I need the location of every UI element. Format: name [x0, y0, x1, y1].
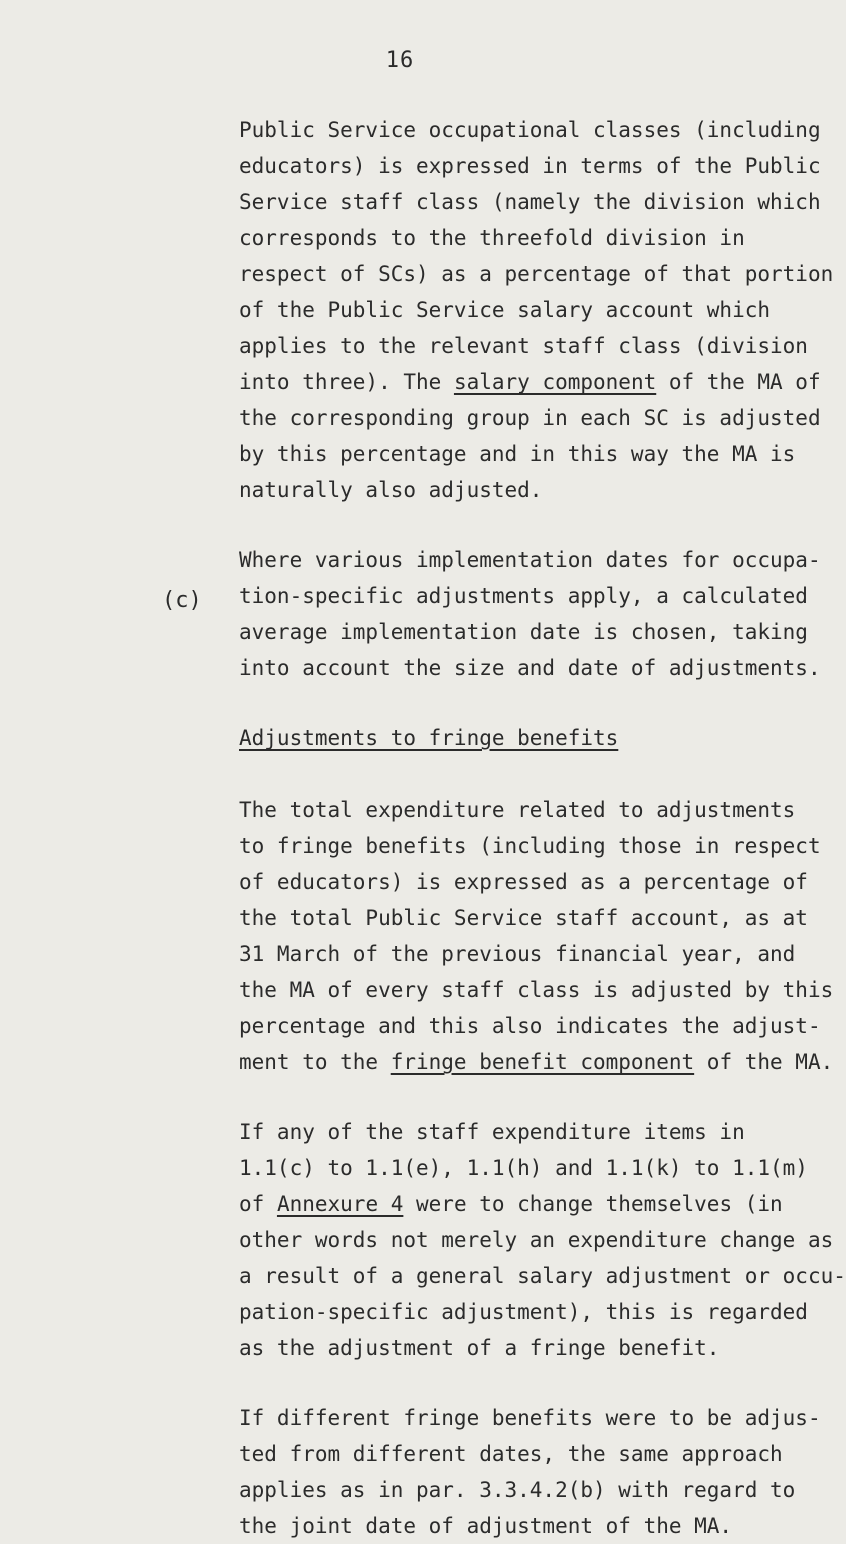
text-line: percentage and this also indicates the adjust- — [239, 1014, 821, 1038]
text-line: tion-specific adjustments apply, a calculated — [239, 584, 808, 608]
text-line: ted from different dates, the same approach — [239, 1442, 783, 1466]
text-line — [239, 364, 821, 400]
text-line: If any of the staff expenditure items in — [239, 1120, 745, 1144]
text-line: applies to the relevant staff class (division — [239, 334, 808, 358]
text-line: of the Public Service salary account which — [239, 298, 771, 322]
text-line: average implementation date is chosen, taking — [239, 620, 808, 644]
text-line: to fringe benefits (including those in respect — [239, 834, 821, 858]
text-segment: of — [239, 1192, 277, 1216]
paragraph-different-dates — [239, 1400, 821, 1544]
text-line: of educators) is expressed as a percentage of — [239, 870, 808, 894]
text-line: pation-specific adjustment), this is regarded — [239, 1300, 808, 1324]
text-segment: were to change themselves (in — [403, 1192, 783, 1216]
paragraph-staff-expenditure-items — [239, 1114, 846, 1366]
text-line: Service staff class (namely the division which — [239, 190, 821, 214]
text-line: The total expenditure related to adjustments — [239, 798, 796, 822]
text-line: naturally also adjusted. — [239, 478, 543, 502]
text-line — [239, 1186, 783, 1222]
text-line: If different fringe benefits were to be adjus- — [239, 1406, 821, 1430]
text-line: 1.1(c) to 1.1(e), 1.1(h) and 1.1(k) to 1.1(m) — [239, 1156, 808, 1180]
text-segment: into three). The — [239, 370, 454, 394]
text-line: the total Public Service staff account, as at — [239, 906, 808, 930]
paragraph-fringe-benefit-expenditure — [239, 792, 834, 1080]
paragraph-ma-salary-adjustment — [239, 112, 834, 508]
page-number: 16 — [385, 48, 415, 73]
annexure-reference: Annexure 4 — [276, 1192, 404, 1216]
text-line: into account the size and date of adjustments. — [239, 656, 821, 680]
text-line: the corresponding group in each SC is adjusted — [239, 406, 821, 430]
paragraph-implementation-dates — [239, 542, 821, 686]
text-segment: of the MA. — [694, 1050, 834, 1074]
text-line: as the adjustment of a fringe benefit. — [239, 1336, 720, 1360]
text-line: educators) is expressed in terms of the Public — [239, 154, 821, 178]
text-line — [239, 1044, 834, 1080]
salary-component-term: salary component — [453, 370, 657, 394]
text-line: Where various implementation dates for occupa- — [239, 548, 821, 572]
text-line: corresponds to the threefold division in — [239, 226, 745, 250]
text-line: Public Service occupational classes (including — [239, 118, 821, 142]
text-line: a result of a general salary adjustment or occu- — [239, 1264, 846, 1288]
text-line: by this percentage and in this way the MA is — [239, 442, 796, 466]
text-line: other words not merely an expenditure change as — [239, 1228, 834, 1252]
section-heading: Adjustments to fringe benefits — [239, 726, 619, 750]
text-line: the joint date of adjustment of the MA. — [239, 1514, 733, 1538]
section-label: (c) — [162, 588, 202, 613]
text-line: 31 March of the previous financial year, and — [239, 942, 796, 966]
text-segment: ment to the — [239, 1050, 391, 1074]
text-segment: of the MA of — [656, 370, 821, 394]
text-line: the MA of every staff class is adjusted by this — [239, 978, 834, 1002]
text-line: applies as in par. 3.3.4.2(b) with regard to — [239, 1478, 796, 1502]
fringe-benefit-component-term: fringe benefit component — [390, 1050, 695, 1074]
document-body — [239, 112, 846, 1544]
text-line: respect of SCs) as a percentage of that portion — [239, 262, 834, 286]
